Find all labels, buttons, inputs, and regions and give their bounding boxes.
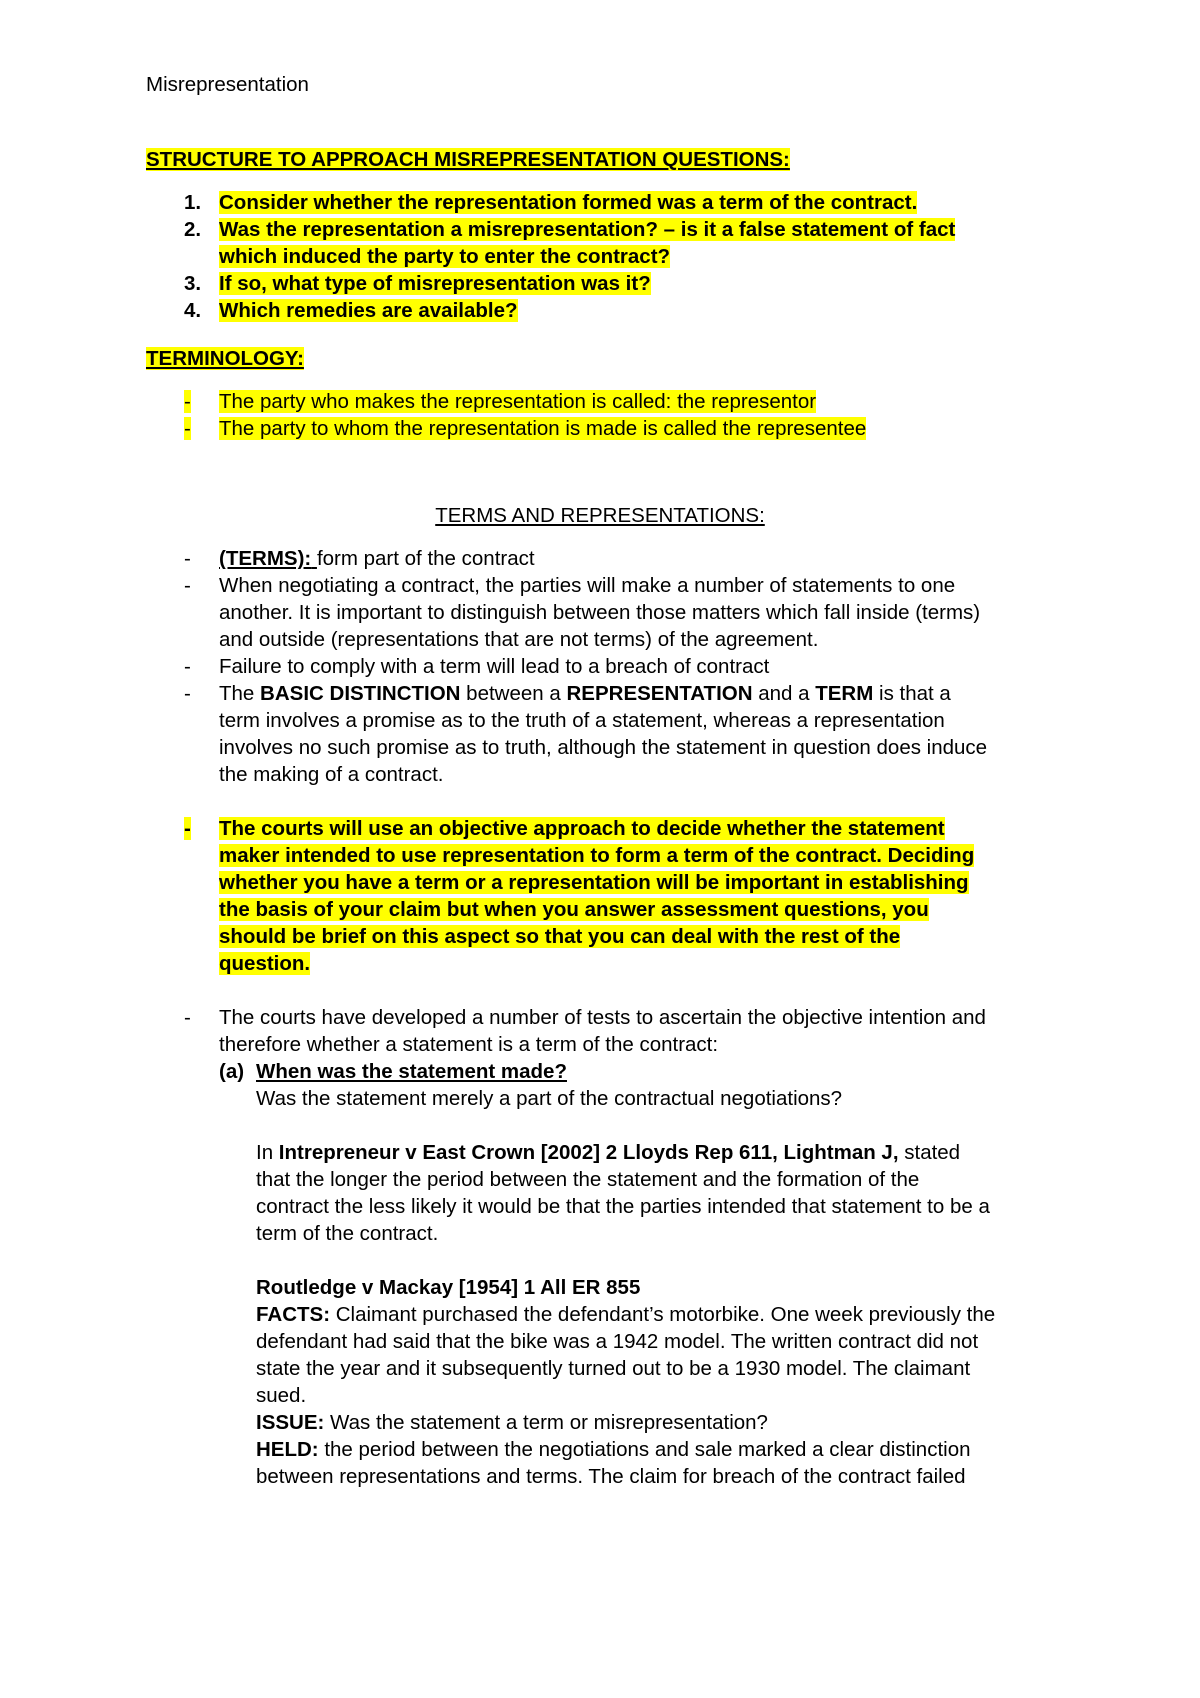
list-item: If so, what type of misrepresentation was it? bbox=[219, 272, 651, 295]
objective-approach-line: The courts will use an objective approach to decide whether the statement bbox=[219, 817, 945, 840]
list-number: 2. bbox=[184, 218, 202, 241]
routledge-held: HELD: the period between the negotiations and sale marked a clear distinction bbox=[256, 1438, 971, 1461]
list-item: Which remedies are available? bbox=[219, 299, 518, 322]
test-a-question: Was the statement merely a part of the contractual negotiations? bbox=[256, 1087, 843, 1110]
test-a-heading: When was the statement made? bbox=[256, 1060, 567, 1083]
routledge-facts-cont: state the year and it subsequently turned out to be a 1930 model. The claimant bbox=[256, 1357, 971, 1380]
terminology-item: The party who makes the representation is called: the representor bbox=[219, 390, 817, 413]
intrepreneur-text: that the longer the period between the statement and the formation of the bbox=[256, 1168, 920, 1191]
negotiating-line: and outside (representations that are not terms) of the agreement. bbox=[219, 628, 819, 651]
structure-heading: STRUCTURE TO APPROACH MISREPRESENTATION QUESTIONS: bbox=[146, 148, 790, 171]
test-a-label: (a) bbox=[219, 1060, 245, 1083]
routledge-facts: FACTS: Claimant purchased the defendant’s motorbike. One week previously the bbox=[256, 1303, 996, 1326]
distinction-line: term involves a promise as to the truth of a statement, whereas a representation bbox=[219, 709, 945, 732]
bullet-marker: - bbox=[184, 390, 191, 413]
distinction-line: involves no such promise as to truth, although the statement in question does induce bbox=[219, 736, 988, 759]
list-number: 1. bbox=[184, 191, 202, 214]
terms-bullet: (TERMS): form part of the contract bbox=[219, 547, 535, 570]
bullet-marker: - bbox=[184, 1006, 191, 1029]
objective-approach-line: should be brief on this aspect so that you can deal with the rest of the bbox=[219, 925, 901, 948]
intrepreneur-case-line: In Intrepreneur v East Crown [2002] 2 Lloyds Rep 611, Lightman J, stated bbox=[256, 1141, 961, 1164]
objective-approach-line: the basis of your claim but when you answer assessment questions, you bbox=[219, 898, 929, 921]
bullet-marker: - bbox=[184, 682, 191, 705]
negotiating-line: another. It is important to distinguish between those matters which fall inside (terms) bbox=[219, 601, 981, 624]
intrepreneur-text: term of the contract. bbox=[256, 1222, 439, 1245]
intrepreneur-text: contract the less likely it would be that the parties intended that statement to be a bbox=[256, 1195, 990, 1218]
bullet-marker: - bbox=[184, 574, 191, 597]
bullet-marker: - bbox=[184, 817, 191, 840]
list-number: 3. bbox=[184, 272, 202, 295]
distinction-line: The BASIC DISTINCTION between a REPRESENTATION and a TERM is that a bbox=[219, 682, 951, 705]
bullet-marker: - bbox=[184, 417, 191, 440]
list-item: Consider whether the representation formed was a term of the contract. bbox=[219, 191, 918, 214]
routledge-issue: ISSUE: Was the statement a term or misrepresentation? bbox=[256, 1411, 768, 1434]
routledge-case-title: Routledge v Mackay [1954] 1 All ER 855 bbox=[256, 1276, 641, 1299]
bullet-marker: - bbox=[184, 655, 191, 678]
list-number: 4. bbox=[184, 299, 202, 322]
tests-line: therefore whether a statement is a term of the contract: bbox=[219, 1033, 719, 1056]
distinction-line: the making of a contract. bbox=[219, 763, 444, 786]
routledge-held-cont: between representations and terms. The claim for breach of the contract failed bbox=[256, 1465, 966, 1488]
objective-approach-line: whether you have a term or a representation will be important in establishing bbox=[219, 871, 969, 894]
objective-approach-line: maker intended to use representation to form a term of the contract. Deciding bbox=[219, 844, 975, 867]
list-item-continuation: which induced the party to enter the contract? bbox=[219, 245, 671, 268]
terms-representations-heading: TERMS AND REPRESENTATIONS: bbox=[435, 504, 765, 527]
failure-line: Failure to comply with a term will lead to a breach of contract bbox=[219, 655, 770, 678]
page-header-title: Misrepresentation bbox=[146, 73, 309, 96]
negotiating-line: When negotiating a contract, the parties will make a number of statements to one bbox=[219, 574, 956, 597]
terminology-heading: TERMINOLOGY: bbox=[146, 347, 304, 370]
objective-approach-line: question. bbox=[219, 952, 311, 975]
terminology-item: The party to whom the representation is made is called the representee bbox=[219, 417, 867, 440]
list-item: Was the representation a misrepresentation? – is it a false statement of fact bbox=[219, 218, 956, 241]
routledge-facts-cont: defendant had said that the bike was a 1942 model. The written contract did not bbox=[256, 1330, 979, 1353]
routledge-facts-cont: sued. bbox=[256, 1384, 307, 1407]
tests-line: The courts have developed a number of tests to ascertain the objective intention and bbox=[219, 1006, 986, 1029]
bullet-marker: - bbox=[184, 547, 191, 570]
